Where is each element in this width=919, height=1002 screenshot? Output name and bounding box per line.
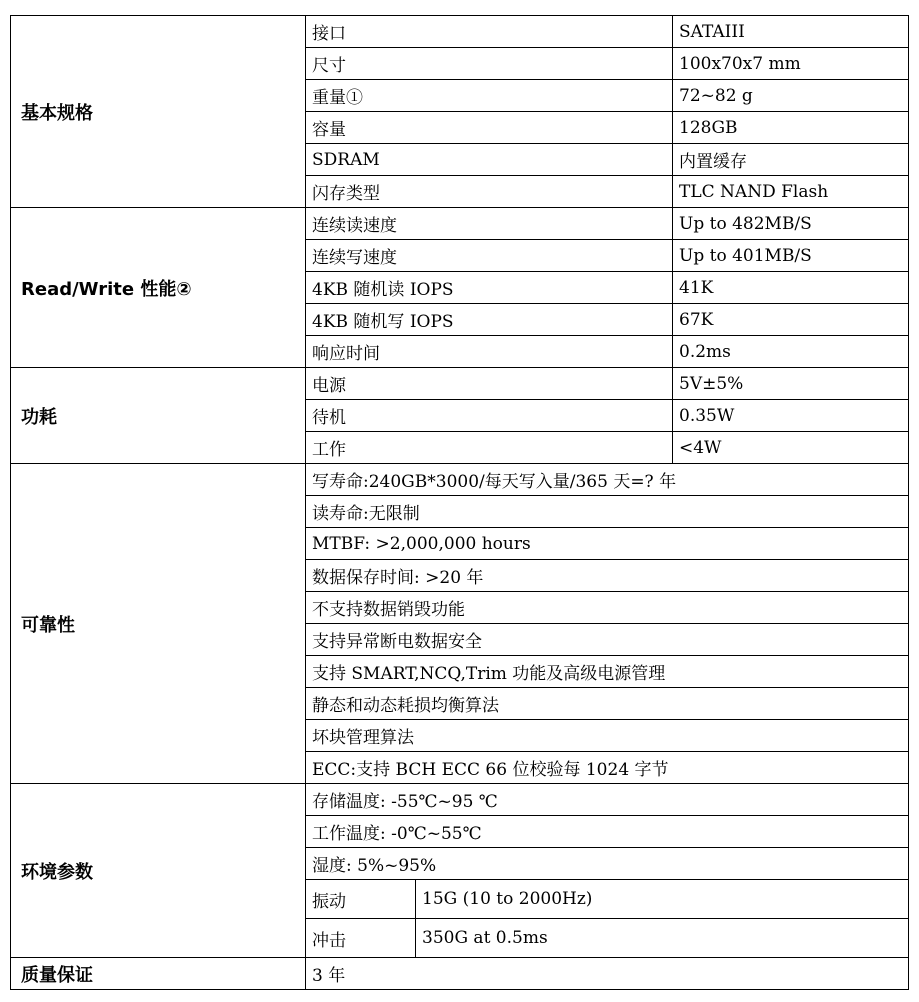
spec-text: 湿度: 5%~95% [306,848,909,880]
spec-text: 写寿命:240GB*3000/每天写入量/365 天=? 年 [306,464,909,496]
spec-label: 接口 [306,16,673,48]
spec-value: Up to 401MB/S [673,240,909,272]
spec-text: 数据保存时间: >20 年 [306,560,909,592]
spec-label: 振动 [306,880,416,919]
spec-text: 坏块管理算法 [306,720,909,752]
spec-value: 128GB [673,112,909,144]
spec-text: 支持异常断电数据安全 [306,624,909,656]
spec-value: 5V±5% [673,368,909,400]
spec-value: 41K [673,272,909,304]
spec-table [10,15,909,990]
spec-value: Up to 482MB/S [673,208,909,240]
category-label: Read/Write 性能② [11,208,306,368]
spec-label: 连续写速度 [306,240,673,272]
spec-text: 工作温度: -0℃~55℃ [306,816,909,848]
spec-value: 内置缓存 [673,144,909,176]
spec-value: <4W [673,432,909,464]
spec-label: 冲击 [306,919,416,958]
spec-value: 15G (10 to 2000Hz) [416,880,909,919]
table-row [11,464,909,496]
category-label: 质量保证 [11,958,306,990]
table-row [11,368,909,400]
spec-text: 存储温度: -55℃~95 ℃ [306,784,909,816]
spec-label: 4KB 随机写 IOPS [306,304,673,336]
category-label: 基本规格 [11,16,306,208]
spec-label: 待机 [306,400,673,432]
spec-value: TLC NAND Flash [673,176,909,208]
spec-text: 静态和动态耗损均衡算法 [306,688,909,720]
spec-value: 0.35W [673,400,909,432]
spec-text: ECC:支持 BCH ECC 66 位校验每 1024 字节 [306,752,909,784]
category-label: 可靠性 [11,464,306,784]
spec-label: 闪存类型 [306,176,673,208]
spec-value: SATAIII [673,16,909,48]
table-row [11,208,909,240]
spec-value: 67K [673,304,909,336]
spec-label: SDRAM [306,144,673,176]
spec-value: 100x70x7 mm [673,48,909,80]
spec-value: 0.2ms [673,336,909,368]
spec-label: 响应时间 [306,336,673,368]
table-row [11,958,909,990]
spec-label: 4KB 随机读 IOPS [306,272,673,304]
spec-text: 读寿命:无限制 [306,496,909,528]
spec-value: 72~82 g [673,80,909,112]
spec-label: 尺寸 [306,48,673,80]
category-label: 功耗 [11,368,306,464]
table-row [11,16,909,48]
spec-value: 350G at 0.5ms [416,919,909,958]
spec-label: 重量① [306,80,673,112]
category-label: 环境参数 [11,784,306,958]
spec-label: 连续读速度 [306,208,673,240]
spec-text: 3 年 [306,958,909,990]
spec-text: 支持 SMART,NCQ,Trim 功能及高级电源管理 [306,656,909,688]
table-row [11,784,909,816]
spec-label: 电源 [306,368,673,400]
spec-label: 容量 [306,112,673,144]
spec-text: MTBF: >2,000,000 hours [306,528,909,560]
spec-label: 工作 [306,432,673,464]
spec-text: 不支持数据销毁功能 [306,592,909,624]
